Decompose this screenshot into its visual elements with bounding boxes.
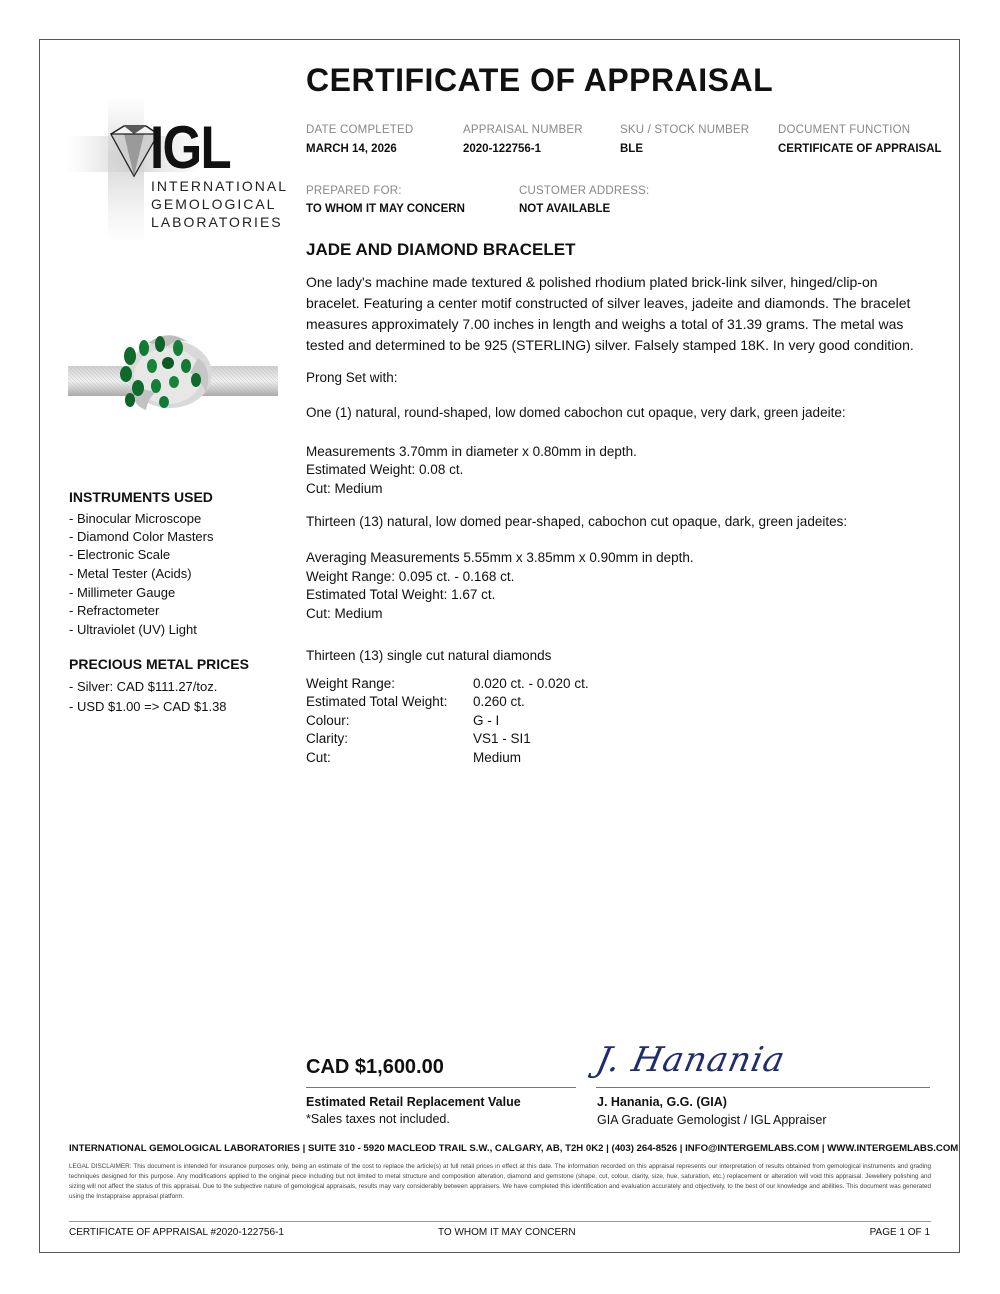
document-function-label: DOCUMENT FUNCTION — [778, 124, 911, 136]
stone1-title: One (1) natural, round-shaped, low domed cabochon cut opaque, very dark, green jadeite: — [306, 405, 846, 420]
stone3-title: Thirteen (13) single cut natural diamonds — [306, 648, 552, 663]
customer-address-value: NOT AVAILABLE — [519, 203, 611, 215]
setting-text: Prong Set with: — [306, 370, 398, 385]
metal-prices-heading: PRECIOUS METAL PRICES — [69, 656, 249, 672]
instrument-item: - Refractometer — [69, 603, 160, 618]
page-title: CERTIFICATE OF APPRAISAL — [306, 62, 774, 98]
stone2-line-3: Estimated Total Weight: 1.67 ct. — [306, 587, 496, 602]
logo-abbr: IGL — [150, 114, 230, 181]
legal-disclaimer: LEGAL DISCLAIMER: This document is intended for insurance purposes only, being an estimate of the cost to replace the article(s) at full retail prices in effect at this date. The information recorded on this appraisal represents our interpretation of results obtained from gemological instruments and grading techniques designed for this purpose. Any modifications applied to the original piece including but not limited to metal structure and composition alteration, diamond and gemstone (shape, cut, colour, clarity, size, hue, saturation, etc.) replacement or alteration will void this appraisal. Jewellery polishing and sizing will not affect the status of this appraisal. Due to the subjective nature of gemological appraisals, results may vary considerably between appraisers. We have completed this identification and evaluation accurately and objectively, to the best of our knowledge and abilities. This document was generated using the Instappraise appraisal platform. — [69, 1163, 931, 1200]
instrument-item: - Diamond Color Masters — [69, 529, 214, 544]
logo-line-3: LABORATORIES — [151, 214, 283, 230]
diamond-weight-range-label: Weight Range: — [306, 676, 396, 691]
instrument-item: - Millimeter Gauge — [69, 585, 176, 600]
metal-price-item: - USD $1.00 => CAD $1.38 — [69, 699, 227, 714]
stone2-line-4: Cut: Medium — [306, 606, 383, 621]
instrument-item: - Ultraviolet (UV) Light — [69, 622, 197, 637]
metal-price-item: - Silver: CAD $111.27/toz. — [69, 679, 218, 694]
stone1-line-2: Estimated Weight: 0.08 ct. — [306, 462, 464, 477]
diamond-colour-value: G - I — [473, 713, 500, 728]
date-completed-label: DATE COMPLETED — [306, 124, 414, 136]
appraisal-number-label: APPRAISAL NUMBER — [463, 124, 583, 136]
diamond-weight-range-value: 0.020 ct. - 0.020 ct. — [473, 676, 589, 691]
diamond-cut-label: Cut: — [306, 750, 331, 765]
logo-line-1: INTERNATIONAL — [151, 178, 288, 194]
sku-value: BLE — [620, 143, 643, 155]
valuation-amount: CAD $1,600.00 — [306, 1056, 444, 1078]
stone2-line-2: Weight Range: 0.095 ct. - 0.168 ct. — [306, 569, 515, 584]
instrument-item: - Metal Tester (Acids) — [69, 566, 192, 581]
signature-rule — [596, 1087, 930, 1088]
diamond-colour-label: Colour: — [306, 713, 350, 728]
bracelet-image — [68, 318, 278, 428]
footer-page-number: PAGE 1 OF 1 — [869, 1227, 930, 1238]
stone2-title: Thirteen (13) natural, low domed pear-shaped, cabochon cut opaque, dark, green jadeites: — [306, 514, 848, 529]
instrument-item: - Binocular Microscope — [69, 511, 202, 526]
valuation-label: Estimated Retail Replacement Value — [306, 1095, 521, 1109]
stone1-line-3: Cut: Medium — [306, 481, 383, 496]
logo-line-2: GEMOLOGICAL — [151, 196, 277, 212]
sales-tax-note: *Sales taxes not included. — [306, 1112, 450, 1126]
bracelet-photo — [68, 318, 278, 428]
diamond-total-weight-value: 0.260 ct. — [473, 694, 525, 709]
valuation-rule — [306, 1087, 576, 1088]
sku-label: SKU / STOCK NUMBER — [620, 124, 750, 136]
diamond-total-weight-label: Estimated Total Weight: — [306, 694, 448, 709]
diamond-cut-value: Medium — [473, 750, 522, 765]
customer-address-label: CUSTOMER ADDRESS: — [519, 185, 650, 197]
item-heading: JADE AND DIAMOND BRACELET — [306, 240, 576, 259]
footer-rule — [69, 1221, 931, 1222]
signature: J. Hanania — [592, 1040, 790, 1080]
item-description: One lady's machine made textured & polished rhodium plated brick-link silver, hinged/clip-on bracelet. Featuring a center motif constructed of silver leaves, jadeite and diamonds. The bracelet measures approximately 7.00 inches in length and weighs a total of 31.39 grams. The metal was tested and determined to be 925 (STERLING) silver. Falsely stamped 18K. In very good condition. — [306, 274, 914, 353]
diamond-clarity-value: VS1 - SI1 — [473, 731, 531, 746]
footer-certificate-number: CERTIFICATE OF APPRAISAL #2020-122756-1 — [69, 1227, 284, 1238]
footer-recipient: TO WHOM IT MAY CONCERN — [438, 1227, 576, 1238]
document-function-value: CERTIFICATE OF APPRAISAL — [778, 143, 942, 155]
date-completed-value: MARCH 14, 2026 — [306, 143, 397, 155]
appraisal-number-value: 2020-122756-1 — [463, 143, 542, 155]
prepared-for-value: TO WHOM IT MAY CONCERN — [306, 203, 465, 215]
prepared-for-label: PREPARED FOR: — [306, 185, 402, 197]
appraiser-title: GIA Graduate Gemologist / IGL Appraiser — [597, 1113, 827, 1127]
instruments-heading: INSTRUMENTS USED — [69, 489, 213, 505]
instrument-item: - Electronic Scale — [69, 547, 171, 562]
footer-address: INTERNATIONAL GEMOLOGICAL LABORATORIES | SUITE 310 - 5920 MACLEOD TRAIL S.W., CALGARY, AB, T2H 0K2 | (403) 264-8526 | INFO@INTERGEMLABS.COM | WWW.INTERGEMLABS.COM — [69, 1143, 959, 1154]
diamond-clarity-label: Clarity: — [306, 731, 349, 746]
appraiser-name: J. Hanania, G.G. (GIA) — [597, 1095, 727, 1109]
stone1-line-1: Measurements 3.70mm in diameter x 0.80mm in depth. — [306, 444, 637, 459]
stone2-line-1: Averaging Measurements 5.55mm x 3.85mm x 0.90mm in depth. — [306, 550, 694, 565]
